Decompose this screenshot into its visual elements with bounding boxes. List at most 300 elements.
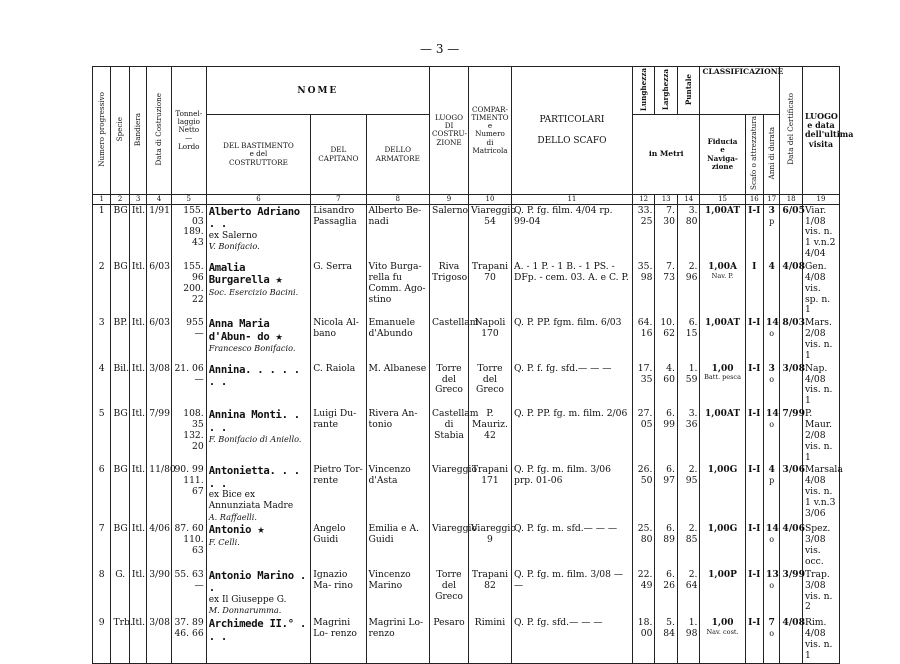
column-numbers-row xyxy=(93,194,840,204)
anni-cell xyxy=(764,569,780,617)
lunghezza-cell: 22. 49 xyxy=(632,569,655,617)
luogo-costruzione-cell: Salerno xyxy=(430,204,469,261)
compartimento-name: P. Mauriz. xyxy=(472,408,508,431)
column-number: 16 xyxy=(745,194,763,204)
compartimento-name: Torre del Greco xyxy=(476,362,504,396)
fiducia-cell xyxy=(700,464,745,523)
anni-cell xyxy=(764,408,780,464)
bastimento-cell xyxy=(206,204,311,261)
tonnellaggio-cell xyxy=(171,408,206,464)
scafo-cell: I-I xyxy=(745,363,763,408)
fiducia-value: 1,00AT xyxy=(704,205,741,216)
data-certificato-cell: 3/08 xyxy=(780,363,803,408)
star-icon: ★ xyxy=(275,272,283,287)
particolari-cell: Q. P. fg. sfd.— — — xyxy=(511,617,632,663)
scafo-cell: I-I xyxy=(745,523,763,568)
star-icon: ★ xyxy=(257,522,265,537)
fiducia-value: 1,00 xyxy=(711,618,734,629)
tonnellaggio-cell xyxy=(171,569,206,617)
larghezza-cell: 6. 97 xyxy=(655,464,678,523)
anni-cell xyxy=(764,523,780,568)
puntale-cell: 1. 98 xyxy=(677,617,700,663)
column-number: 4 xyxy=(147,194,172,204)
column-number: 8 xyxy=(366,194,430,204)
ship-former-name: ex Bice ex Annunziata Madre xyxy=(208,490,294,512)
column-number: 9 xyxy=(430,194,469,204)
table-row xyxy=(93,464,840,523)
larghezza-cell: 4. 60 xyxy=(655,363,678,408)
bandiera-cell: Itl. xyxy=(129,261,146,317)
tonnellaggio-lordo: — xyxy=(194,328,204,340)
luogo-visita-cell: P. Maur. 2/08 vis. n. 1 xyxy=(802,408,839,464)
fiducia-cell xyxy=(700,569,745,617)
puntale-cell: 2. 64 xyxy=(677,569,700,617)
bastimento-cell xyxy=(206,261,311,317)
capitano-cell: Pietro Tor- rente xyxy=(311,464,366,523)
fiducia-value: 1,00G xyxy=(707,465,738,476)
tonnellaggio-cell xyxy=(171,617,206,663)
tonnellaggio-netto: 37. 89 xyxy=(174,617,204,629)
data-costruzione-cell: 3/90 xyxy=(147,569,172,617)
puntale-cell: 3. 36 xyxy=(677,408,700,464)
specie-cell: BG xyxy=(111,464,129,523)
luogo-costruzione-cell: Pesaro xyxy=(430,617,469,663)
table-row xyxy=(93,261,840,317)
anni-note: o xyxy=(769,628,775,638)
matricola-number: 70 xyxy=(484,271,496,283)
header-anni: Anni di durata xyxy=(766,127,776,180)
compartimento-name: Viareggio xyxy=(470,204,516,216)
bastimento-cell xyxy=(206,317,311,362)
anni-note: o xyxy=(769,580,775,590)
fiducia-cell xyxy=(700,523,745,568)
lunghezza-cell: 26. 50 xyxy=(632,464,655,523)
fiducia-cell xyxy=(700,261,745,317)
data-costruzione-cell: 3/08 xyxy=(147,363,172,408)
tonnellaggio-lordo: 189. 43 xyxy=(183,226,204,249)
compartimento-cell xyxy=(468,464,511,523)
ship-name: Alberto Adriano . . xyxy=(208,205,300,231)
larghezza-cell: 7. 30 xyxy=(655,204,678,261)
ship-name: Antonietta. . . . . xyxy=(208,465,300,490)
larghezza-cell: 7. 73 xyxy=(655,261,678,317)
compartimento-name: Viareggio xyxy=(470,523,516,535)
row-number: 9 xyxy=(93,617,111,663)
row-number: 3 xyxy=(93,317,111,362)
matricola-number: 9 xyxy=(487,534,493,546)
builder-name: F. Bonifacio di Aniello. xyxy=(208,434,302,445)
compartimento-name: Trapani xyxy=(471,464,509,476)
capitano-cell: Nicola Al- bano xyxy=(311,317,366,362)
anni-note: o xyxy=(769,374,775,384)
tonnellaggio-netto: 90. 99 xyxy=(174,464,204,476)
specie-cell: Trb. xyxy=(111,617,129,663)
fiducia-cell xyxy=(700,317,745,362)
header-tonnellaggio: Tonnel- laggio Netto — Lordo xyxy=(171,67,206,195)
header-puntale: Puntale xyxy=(683,74,693,106)
builder-name: V. Bonifacio. xyxy=(208,241,260,252)
ship-name: Antonio ★ xyxy=(208,522,265,537)
row-number: 1 xyxy=(93,204,111,261)
luogo-visita-cell: Gen. 4/08 vis. sp. n. 1 xyxy=(802,261,839,317)
table-body xyxy=(93,204,843,663)
particolari-cell: Q. P. f. fg. sfd.— — — xyxy=(511,363,632,408)
bandiera-cell: Itl. xyxy=(129,523,146,568)
matricola-number: 54 xyxy=(484,215,496,227)
data-costruzione-cell: 7/99 xyxy=(147,408,172,464)
scafo-cell: I-I xyxy=(745,317,763,362)
table-row xyxy=(93,363,840,408)
header-luogo-costruzione: LUOGO DI COSTRU- ZIONE xyxy=(430,67,469,195)
specie-cell: BG xyxy=(111,261,129,317)
lunghezza-cell: 25. 80 xyxy=(632,523,655,568)
data-certificato-cell: 3/99 xyxy=(780,569,803,617)
puntale-cell: 2. 95 xyxy=(677,464,700,523)
fiducia-value: 1,00G xyxy=(707,524,738,535)
anni-cell xyxy=(764,464,780,523)
tonnellaggio-lordo: 200. 22 xyxy=(183,282,204,305)
armatore-cell: Vincenzo d'Asta xyxy=(366,464,430,523)
row-number: 7 xyxy=(93,523,111,568)
table-row xyxy=(93,523,840,568)
anni-cell xyxy=(764,261,780,317)
tonnellaggio-lordo: — xyxy=(194,579,204,591)
data-certificato-cell: 3/06 xyxy=(780,464,803,523)
tonnellaggio-netto: 55. 63 xyxy=(174,568,204,580)
table-row xyxy=(93,204,840,261)
tonnellaggio-cell xyxy=(171,317,206,362)
compartimento-cell xyxy=(468,363,511,408)
anni-cell xyxy=(764,617,780,663)
bandiera-cell: Itl. xyxy=(129,569,146,617)
anni-value: 3 xyxy=(768,204,775,216)
header-in-metri: in Metri xyxy=(632,115,700,194)
builder-name: Soc. Esercizio Bacini. xyxy=(208,286,299,297)
header-data-certificato: Data del Certificato xyxy=(786,93,796,166)
table-row xyxy=(93,617,840,663)
header-bandiera: Bandiera xyxy=(132,112,142,146)
armatore-cell: Emanuele d'Abundo xyxy=(366,317,430,362)
capitano-cell: Magrini Lo- renzo xyxy=(311,617,366,663)
row-number: 2 xyxy=(93,261,111,317)
luogo-costruzione-cell: Viareggio xyxy=(430,464,469,523)
anni-value: 4 xyxy=(768,260,775,272)
specie-cell: Bil. xyxy=(111,363,129,408)
fiducia-note: Batt. pesca xyxy=(704,373,741,382)
matricola-number: 171 xyxy=(481,475,499,487)
scafo-cell: I xyxy=(745,261,763,317)
column-number: 15 xyxy=(700,194,745,204)
data-costruzione-cell: 11/80 xyxy=(147,464,172,523)
table-row xyxy=(93,569,840,617)
header-fiducia: Fiducia e Naviga- zione xyxy=(700,115,745,194)
tonnellaggio-netto: 108. 35 xyxy=(183,408,204,431)
builder-name: Francesco Bonifacio. xyxy=(208,343,296,354)
data-certificato-cell: 4/08 xyxy=(780,617,803,663)
data-certificato-cell: 4/08 xyxy=(780,261,803,317)
anni-value: 14 xyxy=(766,317,779,329)
compartimento-name: Napoli xyxy=(474,317,506,329)
table-row xyxy=(93,408,840,464)
lunghezza-cell: 17. 35 xyxy=(632,363,655,408)
puntale-cell: 2. 85 xyxy=(677,523,700,568)
larghezza-cell: 6. 99 xyxy=(655,408,678,464)
larghezza-cell: 10. 62 xyxy=(655,317,678,362)
tonnellaggio-lordo: — xyxy=(194,373,204,385)
compartimento-name: Trapani xyxy=(471,568,509,580)
luogo-costruzione-cell: Torre del Greco xyxy=(430,363,469,408)
luogo-costruzione-cell: Viareggio xyxy=(430,523,469,568)
header-capitano: DEL CAPITANO xyxy=(311,115,366,194)
compartimento-name: Trapani xyxy=(471,260,509,272)
data-certificato-cell: 4/06 xyxy=(780,523,803,568)
puntale-cell: 1. 59 xyxy=(677,363,700,408)
column-number: 1 xyxy=(93,194,111,204)
ship-name: Archimede II.° . . . xyxy=(208,618,306,643)
tonnellaggio-lordo: 111. 67 xyxy=(183,475,204,498)
compartimento-cell xyxy=(468,261,511,317)
data-certificato-cell: 7/99 xyxy=(780,408,803,464)
bastimento-cell xyxy=(206,408,311,464)
ship-name: Annina Monti. . . . xyxy=(208,409,300,434)
particolari-cell: Q. P. PP. fgm. film. 6/03 xyxy=(511,317,632,362)
luogo-costruzione-cell: Castellam di Stabia xyxy=(430,408,469,464)
tonnellaggio-cell xyxy=(171,464,206,523)
column-number: 17 xyxy=(764,194,780,204)
armatore-cell: Magrini Lo- renzo xyxy=(366,617,430,663)
puntale-cell: 2. 96 xyxy=(677,261,700,317)
fiducia-cell xyxy=(700,617,745,663)
row-number: 4 xyxy=(93,363,111,408)
armatore-cell: Vito Burga- rella fu Comm. Ago- stino xyxy=(366,261,430,317)
fiducia-value: 1,00A xyxy=(708,261,737,272)
capitano-cell: C. Raiola xyxy=(311,363,366,408)
header-bastimento: DEL BASTIMENTO e del COSTRUTTORE xyxy=(206,115,311,194)
tonnellaggio-netto: 87. 60 xyxy=(174,523,204,535)
bandiera-cell: Itl. xyxy=(129,204,146,261)
armatore-cell: M. Albanese xyxy=(366,363,430,408)
lunghezza-cell: 27. 05 xyxy=(632,408,655,464)
bastimento-cell xyxy=(206,523,311,568)
bandiera-cell: Itl. xyxy=(129,363,146,408)
ship-former-name: ex Salerno xyxy=(208,230,258,241)
lunghezza-cell: 35. 98 xyxy=(632,261,655,317)
tonnellaggio-cell xyxy=(171,363,206,408)
tonnellaggio-cell xyxy=(171,261,206,317)
fiducia-value: 1,00P xyxy=(708,569,737,580)
larghezza-cell: 6. 89 xyxy=(655,523,678,568)
tonnellaggio-cell xyxy=(171,204,206,261)
tonnellaggio-netto: 155. 03 xyxy=(183,204,204,227)
lunghezza-cell: 18. 00 xyxy=(632,617,655,663)
header-numero: Numero progressivo xyxy=(96,91,106,167)
matricola-number: 82 xyxy=(484,579,496,591)
scafo-cell: I-I xyxy=(745,408,763,464)
column-number: 10 xyxy=(468,194,511,204)
fiducia-note: Nav. cost. xyxy=(706,627,739,636)
compartimento-cell xyxy=(468,523,516,568)
column-number: 3 xyxy=(129,194,146,204)
header-scafo: Scafo o attrezzatura xyxy=(749,116,759,191)
compartimento-cell xyxy=(468,317,511,362)
luogo-visita-cell: Viar. 1/08 vis. n. 1 v.n.2 4/04 xyxy=(802,204,839,261)
capitano-cell: Luigi Du- rante xyxy=(311,408,366,464)
data-certificato-cell: 8/03 xyxy=(780,317,803,362)
tonnellaggio-netto: 955 xyxy=(186,317,204,329)
scafo-cell: I-I xyxy=(745,464,763,523)
luogo-visita-cell: Mars. 2/08 vis. n. 1 xyxy=(802,317,839,362)
header-particolari: PARTICOLARI DELLO SCAFO xyxy=(511,67,632,195)
column-number: 2 xyxy=(111,194,129,204)
anni-note: o xyxy=(769,329,775,339)
fiducia-value: 1,00 xyxy=(711,363,734,374)
armatore-cell: Vincenzo Marino xyxy=(366,569,430,617)
anni-value: 7 xyxy=(768,617,775,629)
column-number: 5 xyxy=(171,194,206,204)
ship-name: Annina. . . . . . . xyxy=(208,363,300,389)
fiducia-note: Nav. P. xyxy=(711,271,734,280)
tonnellaggio-lordo: 46. 66 xyxy=(174,627,204,639)
puntale-cell: 3. 80 xyxy=(677,204,700,261)
puntale-cell: 6. 15 xyxy=(677,317,700,362)
fiducia-cell xyxy=(700,408,745,464)
capitano-cell: Angelo Guidi xyxy=(311,523,366,568)
column-number: 18 xyxy=(780,194,803,204)
lunghezza-cell: 64. 16 xyxy=(632,317,655,362)
tonnellaggio-lordo: 110. 63 xyxy=(183,534,204,557)
header-classificazione: CLASSIFICAZIONE xyxy=(700,67,780,115)
table-row xyxy=(93,317,840,362)
anni-cell xyxy=(764,204,780,261)
star-icon: ★ xyxy=(275,328,283,343)
row-number: 8 xyxy=(93,569,111,617)
tonnellaggio-netto: 21. 06 xyxy=(174,362,204,374)
luogo-costruzione-cell: Torre del Greco xyxy=(430,569,469,617)
particolari-cell: Q. P. fg. m. film. 3/06 prp. 01-06 xyxy=(511,464,632,523)
row-number: 5 xyxy=(93,408,111,464)
fiducia-cell xyxy=(700,204,745,261)
anni-note: o xyxy=(769,420,775,430)
row-number: 6 xyxy=(93,464,111,523)
data-costruzione-cell: 6/03 xyxy=(147,261,172,317)
bandiera-cell: Itl. xyxy=(129,317,146,362)
larghezza-cell: 6. 26 xyxy=(655,569,678,617)
capitano-cell: G. Serra xyxy=(311,261,366,317)
ship-name: Amalia Burgarella ★ xyxy=(208,261,283,287)
fiducia-cell xyxy=(700,363,745,408)
header-luogo-visita: LUOGO e data dell'ultima visita xyxy=(802,67,839,195)
scafo-cell: I-I xyxy=(745,617,763,663)
matricola-number: 170 xyxy=(481,328,499,340)
luogo-visita-cell: Spez. 3/08 vis. occ. xyxy=(802,523,839,568)
ship-name: Antonio Marino . . xyxy=(208,569,306,595)
anni-value: 3 xyxy=(768,362,775,374)
specie-cell: BG xyxy=(111,408,129,464)
specie-cell: BG xyxy=(111,523,129,568)
tonnellaggio-netto: 155. 96 xyxy=(183,260,204,283)
anni-cell xyxy=(764,317,780,362)
anni-value: 13 xyxy=(766,568,779,580)
bandiera-cell: Itl. xyxy=(129,617,146,663)
builder-name: A. Raffaelli. xyxy=(208,511,258,522)
data-costruzione-cell: 1/91 xyxy=(147,204,172,261)
lunghezza-cell: 33. 25 xyxy=(632,204,655,261)
ship-name: Anna Maria d'Abun- do ★ xyxy=(208,318,283,343)
ship-former-name: ex Il Giuseppe G. xyxy=(208,594,287,605)
header-data-costruzione: Data di Costruzione xyxy=(153,92,163,166)
column-number: 6 xyxy=(206,194,311,204)
tonnellaggio-lordo: 132. 20 xyxy=(183,429,204,452)
anni-note: p xyxy=(769,216,775,226)
table-header xyxy=(93,67,854,205)
bandiera-cell: Itl. xyxy=(129,408,146,464)
header-lunghezza: Lunghezza xyxy=(638,68,648,112)
tonnellaggio-cell xyxy=(171,523,206,568)
luogo-costruzione-cell: Riva Trigoso xyxy=(430,261,469,317)
matricola-number: 42 xyxy=(484,429,496,441)
bandiera-cell: Itl. xyxy=(129,464,146,523)
data-certificato-cell: 6/05 xyxy=(780,204,803,261)
column-number: 14 xyxy=(677,194,700,204)
particolari-cell: Q. P. PP. fg. m. film. 2/06 xyxy=(511,408,632,464)
anni-value: 14 xyxy=(766,523,779,535)
luogo-visita-cell: Rim. 4/08 vis. n. 1 xyxy=(802,617,839,663)
ship-register-table xyxy=(92,66,854,664)
data-costruzione-cell: 4/06 xyxy=(147,523,172,568)
column-number: 13 xyxy=(655,194,678,204)
fiducia-value: 1,00AT xyxy=(704,318,741,329)
column-number: 11 xyxy=(511,194,632,204)
bastimento-cell xyxy=(206,617,311,663)
header-larghezza: Larghezza xyxy=(661,69,671,111)
specie-cell: BP. xyxy=(111,317,129,362)
armatore-cell: Rivera An- tonio xyxy=(366,408,430,464)
anni-note: o xyxy=(769,535,775,545)
builder-name: F. Celli. xyxy=(208,536,240,547)
anni-cell xyxy=(764,363,780,408)
specie-cell: BG xyxy=(111,204,129,261)
anni-note: p xyxy=(769,476,775,486)
header-compartimento: COMPAR- TIMENTO e Numero di Matricola xyxy=(468,67,511,195)
data-costruzione-cell: 6/03 xyxy=(147,317,172,362)
bastimento-cell xyxy=(206,569,311,617)
bastimento-cell xyxy=(206,464,311,523)
particolari-cell: Q. P. fg. film. 4/04 rp. 99-04 xyxy=(511,204,632,261)
luogo-costruzione-cell: Castellam xyxy=(430,317,469,362)
particolari-cell: Q. P. fg. m. sfd.— — — xyxy=(511,523,632,568)
armatore-cell: Alberto Be- nadi xyxy=(366,204,430,261)
larghezza-cell: 5. 84 xyxy=(655,617,678,663)
armatore-cell: Emilia e A. Guidi xyxy=(366,523,430,568)
particolari-cell: Q. P. fg. m. film. 3/08 — — xyxy=(511,569,632,617)
scafo-cell: I-I xyxy=(745,569,763,617)
column-number: 19 xyxy=(802,194,839,204)
bastimento-cell xyxy=(206,363,311,408)
column-number: 12 xyxy=(632,194,655,204)
anni-value: 14 xyxy=(766,408,779,420)
luogo-visita-cell: Marsala 4/08 vis. n. 1 v.n.3 3/06 xyxy=(802,464,839,523)
header-specie: Specie xyxy=(115,117,125,142)
fiducia-value: 1,00AT xyxy=(704,409,741,420)
compartimento-cell xyxy=(468,204,516,261)
capitano-cell: Ignazio Ma- rino xyxy=(311,569,366,617)
luogo-visita-cell: Nap. 4/08 vis. n. 1 xyxy=(802,363,839,408)
header-nome: NOME xyxy=(206,67,429,115)
particolari-cell: A. - 1 P. - 1 B. - 1 PS. - DFp. - cem. 03. A. e C. P. xyxy=(511,261,632,317)
data-costruzione-cell: 3/08 xyxy=(147,617,172,663)
luogo-visita-cell: Trap. 3/08 vis. n. 2 xyxy=(802,569,839,617)
page-number: — 3 — xyxy=(420,42,460,56)
